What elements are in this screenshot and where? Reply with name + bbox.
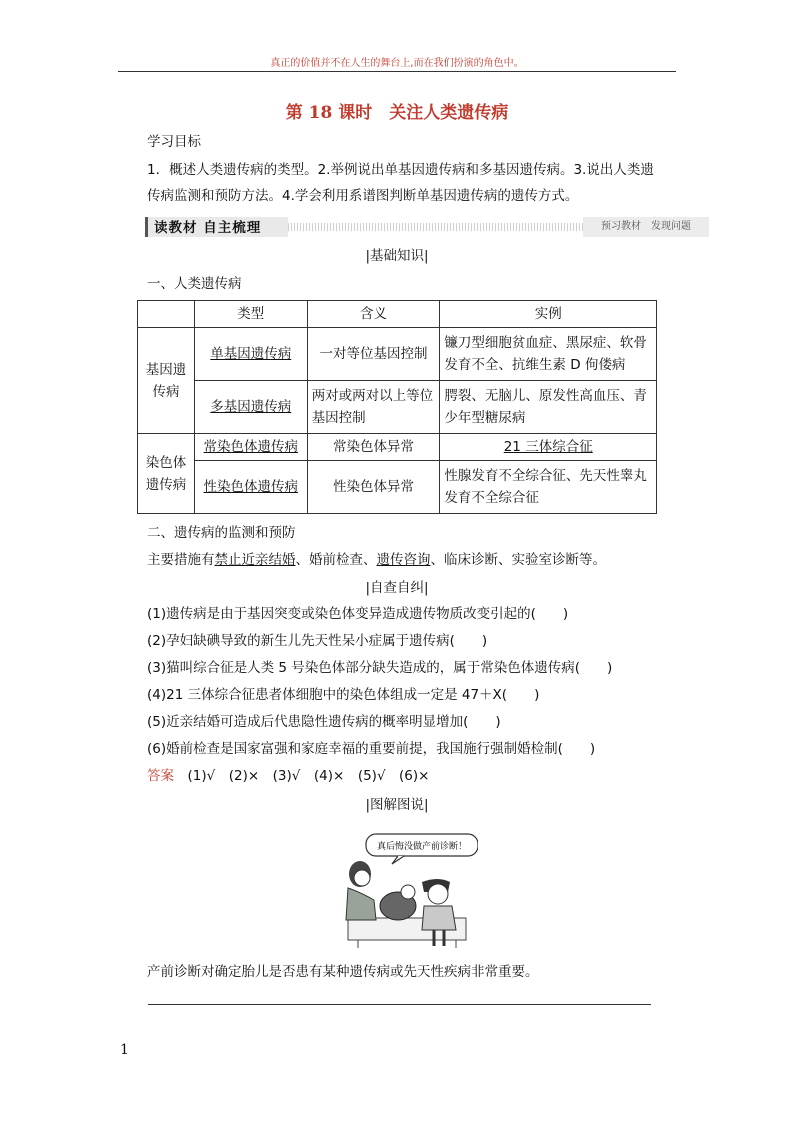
table-header: 类型: [194, 301, 307, 328]
self-check-item: (6)婚前检查是国家富强和家庭幸福的重要前提，我国施行强制婚检制( ): [147, 741, 596, 757]
page-number: 1: [120, 1042, 129, 1058]
self-check-item: (3)猫叫综合征是人类 5 号染色体部分缺失造成的，属于常染色体遗传病( ): [147, 660, 613, 676]
section-2-heading: 二、遗传病的监测和预防: [147, 525, 296, 541]
meaning-cell: 性染色体异常: [307, 461, 440, 514]
page-title: 第 18 课时 关注人类遗传病: [285, 103, 509, 123]
table-row: [138, 328, 657, 381]
band-left-label: 读教材 自主梳理: [154, 220, 262, 236]
measure-1: 禁止近亲结婚: [214, 552, 296, 568]
bubble-text: 真后悔没做产前诊断！: [376, 842, 468, 852]
table-row: [138, 461, 657, 514]
self-check-item: (1)遗传病是由于基因突变或染色体变异造成遗传物质改变引起的( ): [147, 606, 569, 622]
band-fill: [288, 223, 583, 231]
meaning-cell: 常染色体异常: [307, 434, 440, 461]
cartoon-illustration: [338, 830, 478, 950]
header-rule: [118, 71, 676, 72]
example-cell: 腭裂、无脑儿、原发性高血压、青少年型糖尿病: [440, 381, 657, 434]
meaning-cell: 两对或两对以上等位基因控制: [307, 381, 440, 434]
table-header-blank: [138, 301, 195, 328]
objectives-heading: 学习目标: [147, 134, 201, 150]
objectives-line-1: 1．概述人类遗传病的类型。2.举例说出单基因遗传病和多基因遗传病。3.说出人类遗: [147, 162, 654, 178]
section-2-text: [147, 550, 606, 570]
type-cell: 多基因遗传病: [210, 399, 292, 415]
table-row: [138, 434, 657, 461]
table-header: 含义: [307, 301, 440, 328]
cartoon-image: [338, 830, 478, 950]
measure-4: 、临床诊断、实验室诊断等。: [430, 552, 606, 568]
table-header-row: [138, 301, 657, 328]
genetic-disease-table: [137, 300, 657, 514]
type-cell: 单基因遗传病: [210, 346, 292, 362]
measure-2: 、婚前检查、: [295, 552, 377, 568]
group-gene: 基因遗传病: [138, 328, 195, 434]
section-1-heading: 一、人类遗传病: [147, 276, 242, 292]
example-cell: 性腺发育不全综合征、先天性睾丸发育不全综合征: [440, 461, 657, 514]
example-cell: 镰刀型细胞贫血症、黑尿症、软骨发育不全、抗维生素 D 佝偻病: [440, 328, 657, 381]
section-band: [145, 217, 709, 237]
bottom-rule: [148, 1004, 651, 1005]
basic-knowledge-heading: |基础知识|: [365, 248, 429, 264]
illustration-heading: |图解图说|: [365, 797, 429, 813]
band-left: [145, 217, 288, 237]
table-header: 实例: [440, 301, 657, 328]
measure-3: 遗传咨询: [376, 552, 431, 568]
band-right-label: 预习教材 发现问题: [583, 217, 709, 237]
answer-label: 答案: [147, 768, 174, 784]
answer-line: [147, 766, 429, 786]
group-chromosome: 染色体遗传病: [138, 434, 195, 514]
example-cell: 21 三体综合征: [503, 439, 593, 455]
meaning-cell: 一对等位基因控制: [307, 328, 440, 381]
type-cell: 性染色体遗传病: [203, 479, 299, 495]
self-check-item: (5)近亲结婚可造成后代患隐性遗传病的概率明显增加( ): [147, 714, 501, 730]
objectives-line-2: 传病监测和预防方法。4.学会利用系谱图判断单基因遗传病的遗传方式。: [147, 188, 579, 204]
self-check-item: (2)孕妇缺碘导致的新生儿先天性呆小症属于遗传病( ): [147, 633, 488, 649]
illustration-caption: 产前诊断对确定胎儿是否患有某种遗传病或先天性疾病非常重要。: [147, 964, 539, 980]
type-cell: 常染色体遗传病: [203, 439, 299, 455]
header-motto: 真正的价值并不在人生的舞台上,而在我们扮演的角色中。: [270, 58, 524, 69]
measures-prefix: 主要措施有: [147, 552, 215, 568]
self-check-heading: |自查自纠|: [365, 580, 429, 596]
table-row: [138, 381, 657, 434]
answer-text: (1)√ (2)× (3)√ (4)× (5)√ (6)×: [187, 768, 430, 784]
self-check-item: (4)21 三体综合征患者体细胞中的染色体组成一定是 47＋X( ): [147, 687, 540, 703]
